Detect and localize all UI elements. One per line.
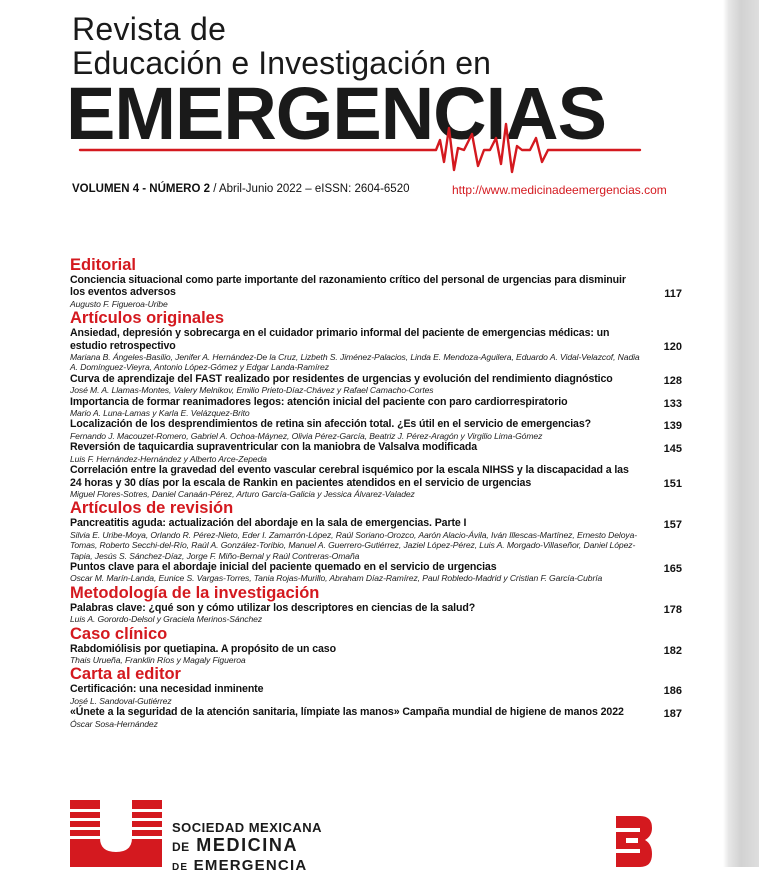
toc-entry[interactable]	[70, 464, 690, 499]
society-name	[172, 820, 322, 876]
article-page-number: 186	[663, 685, 682, 698]
article-authors: José M. A. Llamas-Montes, Valery Melnikov, Emilio Prieto-Díaz-Chávez y Rafael Camacho-Cortes	[70, 385, 434, 396]
article-page-number: 182	[663, 644, 682, 657]
article-page-number: 120	[663, 341, 682, 354]
article-page-number: 139	[663, 420, 682, 433]
toc-entry[interactable]	[70, 517, 690, 561]
society-line2: DE MEDICINA	[172, 835, 299, 855]
article-page-number: 178	[663, 603, 682, 616]
volume-info	[72, 183, 409, 195]
society-line3: DE EMERGENCIA	[172, 857, 308, 874]
article-page-number: 151	[663, 478, 682, 491]
section-heading: Artículos de revisión	[70, 499, 234, 518]
section-heading: Carta al editor	[70, 665, 181, 684]
society-line1: SOCIEDAD MEXICANA	[172, 820, 323, 835]
article-page-number: 133	[663, 397, 682, 410]
article-authors: Miguel Flores-Sotres, Daniel Canaán-Pérez, Arturo García-Galicia y Jessica Álvarez-Valadez	[70, 488, 415, 499]
article-title: Ansiedad, depresión y sobrecarga en el cuidador primario informal del paciente de emergencias médicas: un estudio retrospectivo	[70, 327, 610, 352]
article-title: Certificación: una necesidad inminente	[70, 683, 264, 696]
article-authors: Silvia E. Uribe-Moya, Orlando R. Pérez-Nieto, Eder I. Zamarrón-López, Raúl Soriano-Orozco, Aarón Alacio-Ávila, Iván Illescas-Martínez, Ernesto Deloya-Tomas, Roberto Secchi-del-Río, Raúl A. González-Toribio, Manuel A. Guerrero-Gutiérrez, Jaziel López-Pérez, Luis A. Morgado-Villaseñor, Daniel López-Tapia, Jesús S. Sánchez-Díaz, Jorge F. Miño-Bernal y Raúl Contreras-Omaña	[70, 529, 638, 561]
section-heading: Artículos originales	[70, 309, 225, 328]
article-authors: Thais Urueña, Franklin Ríos y Magaly Figueroa	[70, 654, 246, 665]
article-title: Importancia de formar reanimadores legos: atención inicial del paciente con paro cardiorrespiratorio	[70, 395, 568, 408]
article-title: Localización de los desprendimientos de retina sin afección total. ¿Es útil en el servicio de emergencias?	[70, 418, 592, 431]
article-authors: Óscar Sosa-Hernández	[70, 718, 158, 729]
article-authors: Fernando J. Macouzet-Romero, Gabriel A. Ochoa-Máynez, Olivia Pérez-García, Beatriz J. Pérez-Aragón y Virgilio Lima-Gómez	[70, 430, 543, 441]
toc-entry[interactable]	[70, 643, 690, 666]
journal-url[interactable]: http://www.medicinadeemergencias.com	[452, 183, 667, 197]
article-page-number: 165	[663, 562, 682, 575]
article-authors: José L. Sandoval-Gutiérrez	[70, 695, 172, 706]
toc-entry[interactable]	[70, 561, 690, 584]
article-authors: Mario A. Luna-Lamas y Karla E. Velázquez-Brito	[70, 408, 250, 419]
article-page-number: 145	[663, 443, 682, 456]
journal-title-line1: Revista de	[72, 11, 227, 47]
article-page-number: 128	[663, 374, 682, 387]
smme-u-logo	[70, 800, 162, 867]
publisher-b-logo	[612, 816, 652, 867]
article-authors: Mariana B. Ángeles-Basilio, Jenifer A. Hernández-De la Cruz, Lizbeth S. Jiménez-Palacios, Linda E. Mendoza-Aguilera, Eduardo A. Vidal-Velazcof, Nadia A. Domínguez-Vieyra, Antonio López-Gómez y Edgar Landa-Ramírez	[70, 352, 640, 373]
section-heading: Editorial	[70, 256, 137, 274]
journal-title-line2: Educación e Investigación en	[72, 45, 492, 81]
article-page-number: 157	[663, 519, 682, 532]
article-authors: Augusto F. Figueroa-Uribe	[70, 298, 168, 309]
table-of-contents	[70, 256, 690, 729]
article-authors: Oscar M. Marín-Landa, Eunice S. Vargas-Torres, Tania Rojas-Murillo, Abraham Díaz-Ramírez, Paul Robledo-Madrid y Cristian F. García-Cubría	[70, 573, 603, 584]
journal-title-emergencias: EMERGENCIAS	[66, 72, 606, 155]
article-title: Correlación entre la gravedad del evento vascular cerebral isquémico por la escala NIHSS y la discapacidad a las 24 horas y 30 días por la escala de Rankin en pacientes atendidos en el servicio de urgencias	[70, 464, 629, 489]
section-heading: Caso clínico	[70, 624, 168, 643]
toc-entry[interactable]	[70, 706, 690, 729]
article-authors: Luis F. Hernández-Hernández y Alberto Arce-Zepeda	[70, 453, 267, 464]
volume-number: VOLUMEN 4 - NÚMERO 2	[72, 183, 211, 195]
toc-entry[interactable]	[70, 327, 690, 373]
article-title: Conciencia situacional como parte importante del razonamiento crítico del personal de urgencias para disminuir los eventos adversos	[70, 274, 626, 299]
article-authors: Luis A. Gorordo-Delsol y Graciela Merinos-Sánchez	[70, 614, 263, 625]
toc-entry[interactable]	[70, 373, 690, 396]
article-title: Palabras clave: ¿qué son y cómo utilizar los descriptores en ciencias de la salud?	[70, 601, 476, 614]
article-title: «Únete a la seguridad de la atención sanitaria, límpiate las manos» Campaña mundial de higiene de manos 2022	[70, 706, 624, 719]
section-heading: Metodología de la investigación	[70, 583, 320, 602]
toc-entry[interactable]	[70, 396, 690, 419]
toc-entry[interactable]	[70, 683, 690, 706]
toc-entry[interactable]	[70, 602, 690, 625]
article-title: Pancreatitis aguda: actualización del abordaje en la sala de emergencias. Parte I	[70, 517, 467, 530]
adjacent-page-edge	[729, 0, 759, 867]
toc-entry[interactable]	[70, 418, 690, 441]
ecg-heartbeat-icon	[80, 120, 640, 180]
toc-entry[interactable]	[70, 441, 690, 464]
article-title: Puntos clave para el abordaje inicial del paciente quemado en el servicio de urgencias	[70, 560, 497, 573]
volume-date-issn: / Abril-Junio 2022 – eISSN: 2604-6520	[210, 183, 410, 195]
toc-entry[interactable]	[70, 274, 690, 309]
article-title: Curva de aprendizaje del FAST realizado por residentes de urgencias y evolución del rendimiento diagnóstico	[70, 372, 613, 385]
article-title: Reversión de taquicardia supraventricular con la maniobra de Valsalva modificada	[70, 441, 478, 454]
article-title: Rabdomiólisis por quetiapina. A propósito de un caso	[70, 642, 336, 655]
article-page-number: 117	[664, 288, 682, 300]
article-page-number: 187	[663, 708, 682, 721]
